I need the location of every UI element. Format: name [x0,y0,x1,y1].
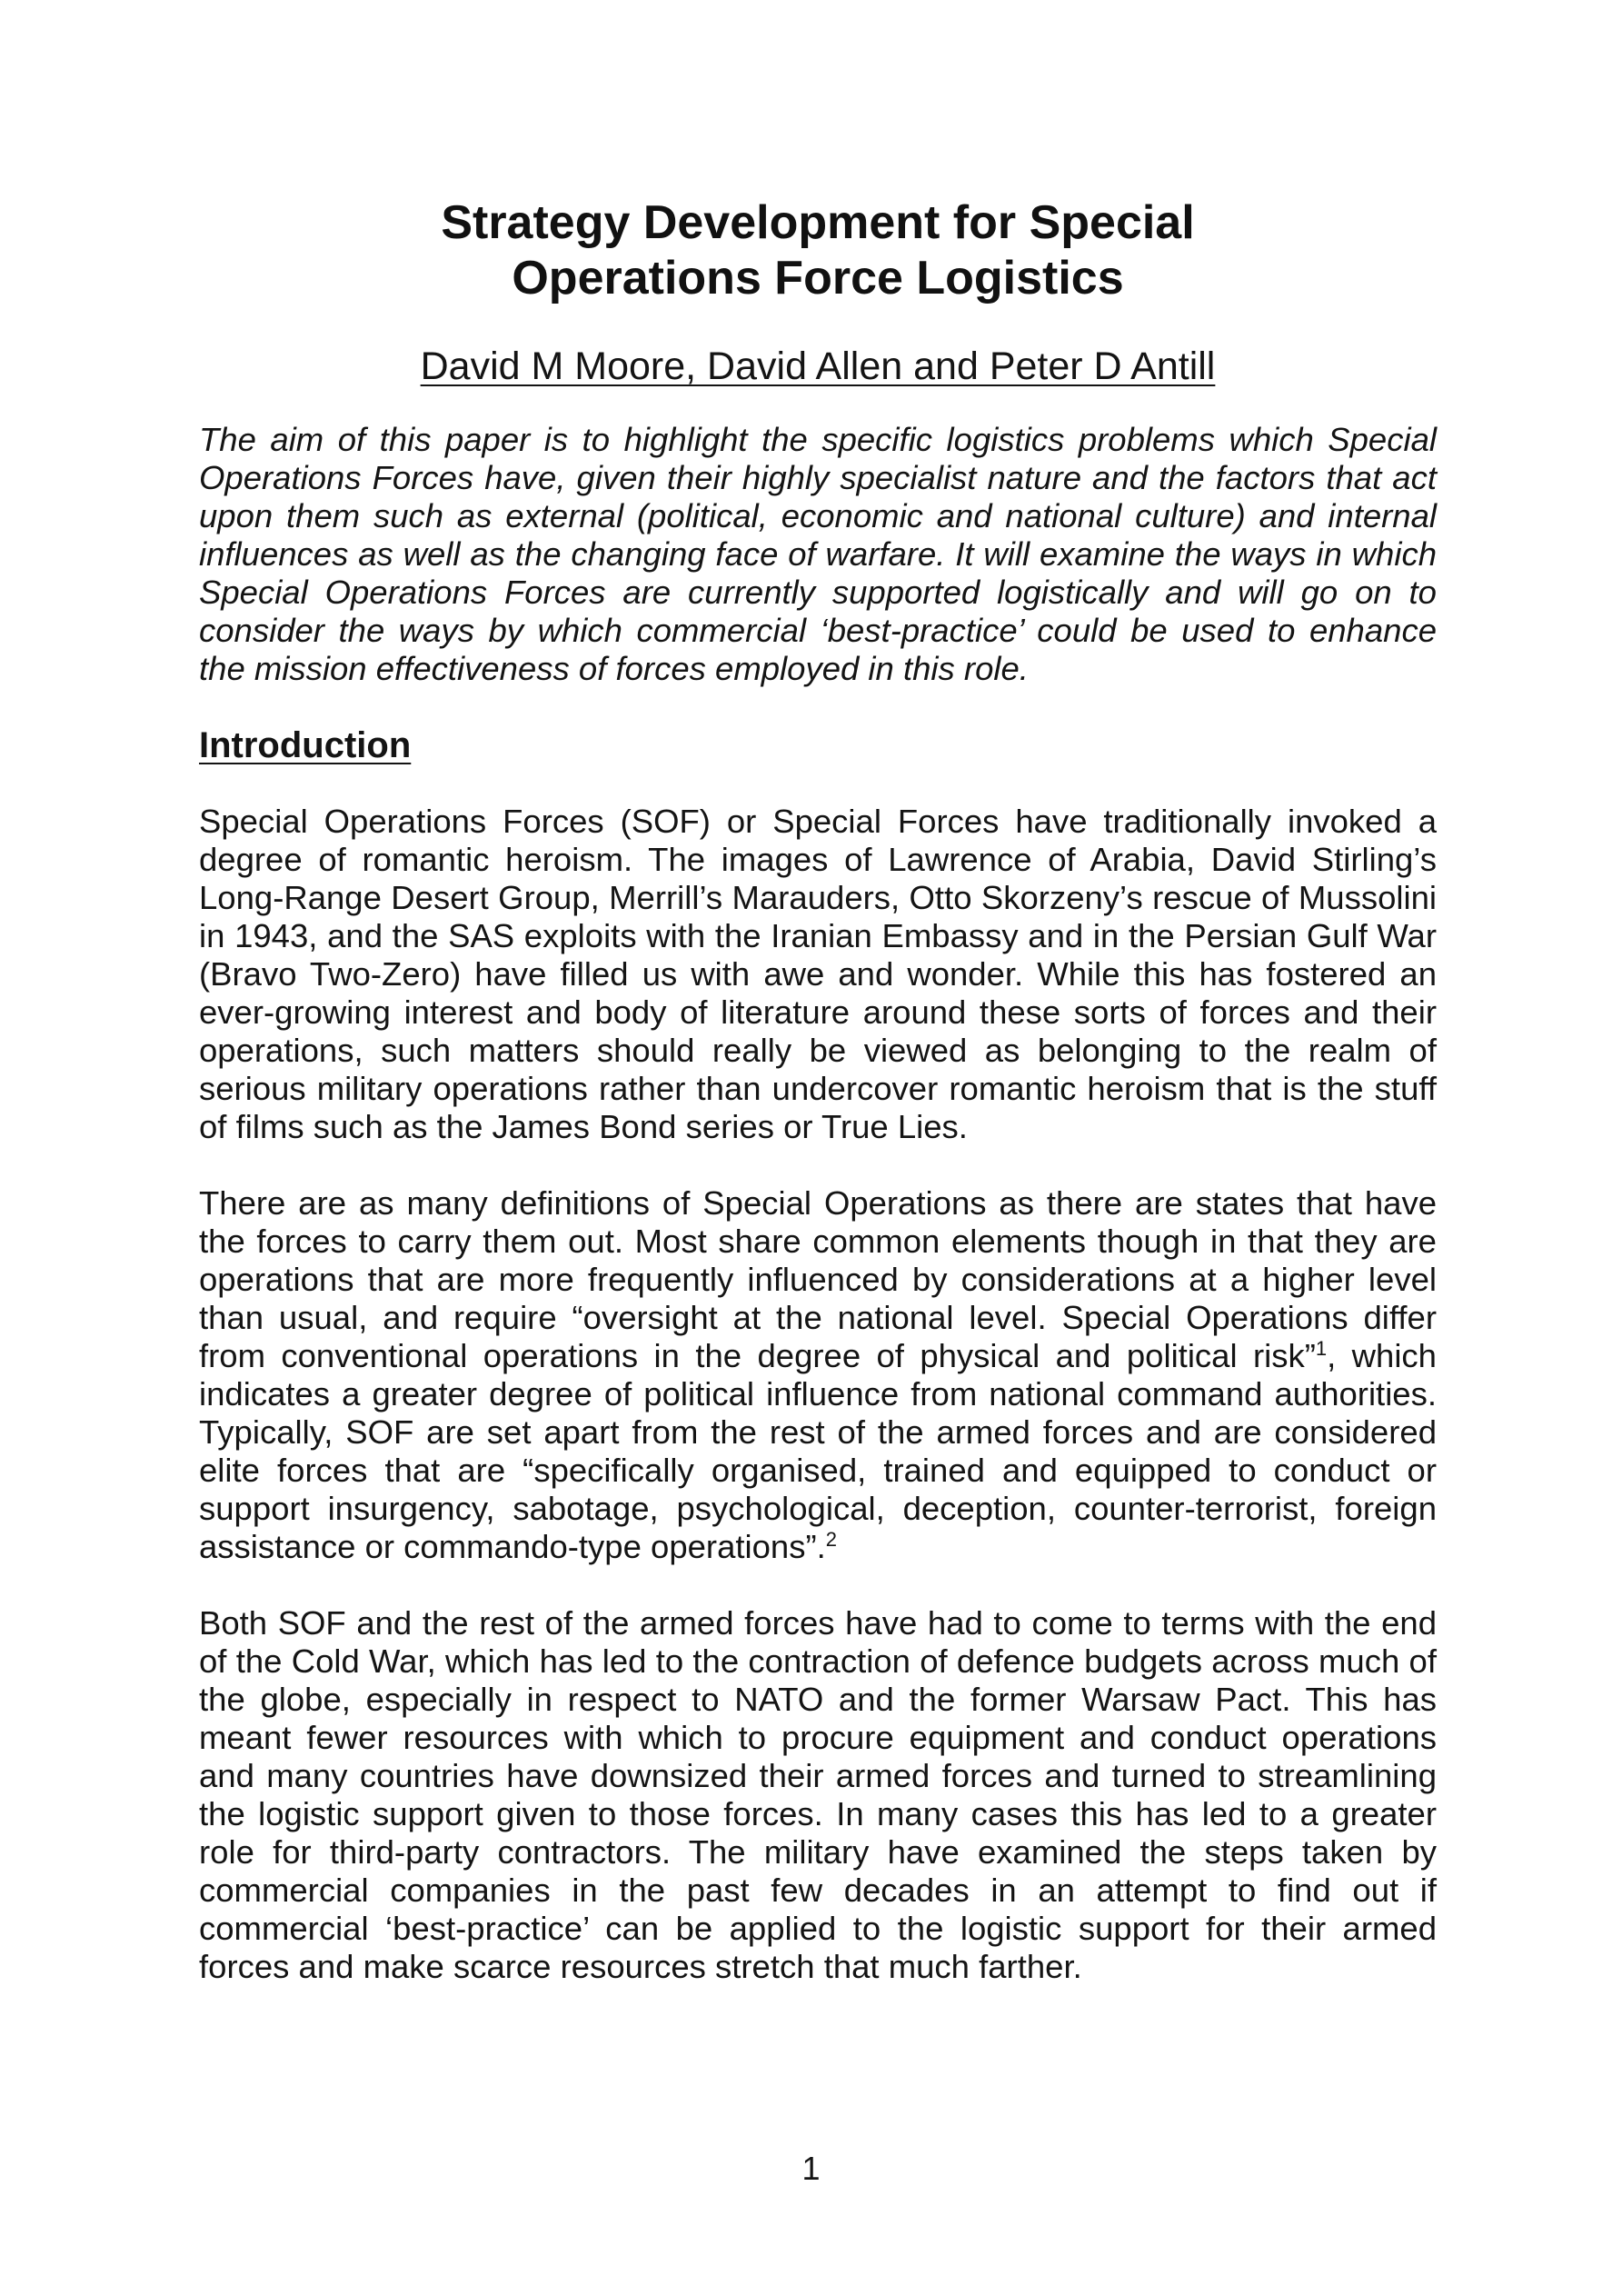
footnote-ref-1[interactable]: 1 [1315,1336,1328,1360]
paper-title-line-1: Strategy Development for Special [441,196,1195,249]
footnote-ref-2[interactable]: 2 [825,1527,838,1551]
page-content [199,195,1437,1986]
abstract: The aim of this paper is to highlight the specific logistics problems which Special Operations Forces have, given their highly specialist nature and the factors that act upon them such as external (political, economic and national culture) and internal influences as well as the changing face of warfare. It will examine the ways in which Special Operations Forces are currently supported logistically and will go on to consider the ways by which commercial ‘best-practice’ could be used to enhance the mission effectiveness of forces employed in this role. [199,421,1437,687]
section-heading-introduction: Introduction [199,725,412,765]
page-number: 1 [801,2150,821,2187]
introduction-paragraph-2 [199,1184,1437,1566]
paper-title-line-2: Operations Force Logistics [512,252,1124,304]
introduction-paragraph-1: Special Operations Forces (SOF) or Special Forces have traditionally invoked a degree of romantic heroism. The images of Lawrence of Arabia, David Stirling’s Long-Range Desert Group, Merrill’s Marauders, Otto Skorzeny’s rescue of Mussolini in 1943, and the SAS exploits with the Iranian Embassy and in the Persian Gulf War (Bravo Two-Zero) have filled us with awe and wonder. While this has fostered an ever-growing interest and body of literature around these sorts of forces and their operations, such matters should really be viewed as belonging to the realm of serious military operations rather than undercover romantic heroism that is the stuff of films such as the James Bond series or True Lies. [199,803,1437,1145]
paragraph-2-text-b: , which indicates a greater degree of political influence from national command authorities. Typically, SOF are set apart from the rest of the armed forces and are considered elite forces that are “specifically organised, trained and equipped to conduct or support insurgency, sabotage, psychological, deception, counter-terrorist, foreign assistance or commando-type operations”. [199,1337,1437,1565]
paper-title [199,195,1437,306]
paper-authors: David M Moore, David Allen and Peter D Antill [420,344,1216,388]
paragraph-2-text-a: There are as many definitions of Special Operations as there are states that have the forces to carry them out. Most share common elements though in that they are operations that are more frequently influenced by considerations at a higher level than usual, and require “oversight at the national level. Special Operations differ from conventional operations in the degree of physical and political risk” [199,1184,1437,1374]
introduction-paragraph-3: Both SOF and the rest of the armed forces have had to come to terms with the end of the Cold War, which has led to the contraction of defence budgets across much of the globe, especially in respect to NATO and the former Warsaw Pact. This has meant fewer resources with which to procure equipment and conduct operations and many countries have downsized their armed forces and turned to streamlining the logistic support given to those forces. In many cases this has led to a greater role for third-party contractors. The military have examined the steps taken by commercial companies in the past few decades in an attempt to find out if commercial ‘best-practice’ can be applied to the logistic support for their armed forces and make scarce resources stretch that much farther. [199,1604,1437,1985]
